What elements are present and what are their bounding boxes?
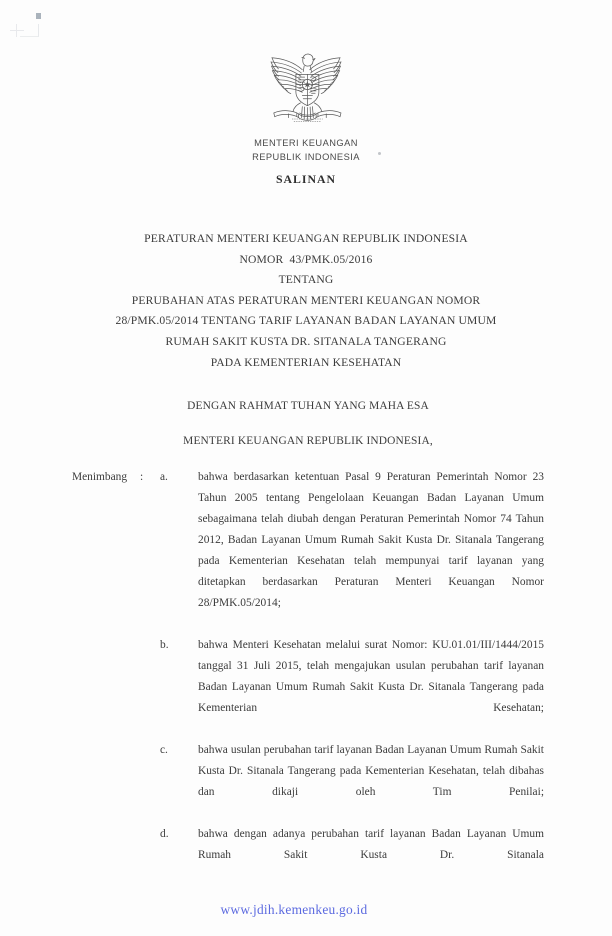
consideration-item-a xyxy=(72,467,544,635)
considerations-label: Menimbang xyxy=(72,471,128,483)
garuda-pancasila-emblem xyxy=(260,44,352,136)
consideration-item-d xyxy=(72,824,544,887)
preamble-block xyxy=(72,396,544,451)
item-text: bahwa berdasarkan ketentuan Pasal 9 Peraturan Pemerintah Nomor 23 Tahun 2005 tentang Pengelolaan Keuangan Badan Layanan Umum sebagaimana telah diubah dengan Peraturan Pemerintah Nomor 74 Tahun 2012, Badan Layanan Umum Rumah Sakit Kusta Dr. Sitanala Tangerang pada Kementerian Kesehatan telah mempunyai tarif layanan yang ditetapkan berdasarkan Peraturan Menteri Keuangan Nomor 28/PMK.05/2014; xyxy=(198,471,544,609)
authority-line: MENTERI KEUANGAN REPUBLIK INDONESIA, xyxy=(183,434,433,447)
title-line: TENTANG xyxy=(278,273,334,287)
ministry-name-line-1: MENTERI KEUANGAN xyxy=(254,138,358,148)
scan-smudge-artifact xyxy=(20,24,39,37)
blessing-line: DENGAN RAHMAT TUHAN YANG MAHA ESA xyxy=(187,400,429,412)
item-letter: c. xyxy=(160,744,168,756)
title-line: 28/PMK.05/2014 TENTANG TARIF LAYANAN BADAN LAYANAN UMUM xyxy=(115,314,497,328)
item-letter: b. xyxy=(160,639,169,651)
scan-speck-artifact xyxy=(36,13,41,19)
footer-url[interactable]: www.jdih.kemenkeu.go.id xyxy=(220,902,368,917)
title-line: PERUBAHAN ATAS PERATURAN MENTERI KEUANGAN NOMOR xyxy=(131,293,481,307)
item-text: bahwa Menteri Kesehatan melalui surat Nomor: KU.01.01/III/1444/2015 tanggal 31 Juli 2015, telah mengajukan usulan perubahan tarif layanan Badan Layanan Umum Rumah Sakit Kusta Dr. Sitanala Tangerang pada Kementerian Kesehatan; xyxy=(198,639,544,714)
regulation-title-block xyxy=(68,229,544,373)
considerations-section xyxy=(72,467,544,887)
item-text: bahwa usulan perubahan tarif layanan Badan Layanan Umum Rumah Sakit Kusta Dr. Sitanala Tangerang pada Kementerian Kesehatan, telah dibahas dan dikaji oleh Tim Penilai; xyxy=(198,744,544,798)
consideration-item-c xyxy=(72,740,544,824)
item-letter: d. xyxy=(160,828,169,840)
considerations-colon: : xyxy=(140,471,144,483)
title-line: PADA KEMENTERIAN KESEHATAN xyxy=(210,355,402,369)
title-line: RUMAH SAKIT KUSTA DR. SITANALA TANGERANG xyxy=(165,334,447,348)
title-line: PERATURAN MENTERI KEUANGAN REPUBLIK INDONESIA xyxy=(144,232,468,245)
letterhead xyxy=(0,44,612,187)
item-text: bahwa dengan adanya perubahan tarif layanan Badan Layanan Umum Rumah Sakit Kusta Dr. Sitanala xyxy=(198,828,544,861)
ministry-name-line-2: REPUBLIK INDONESIA xyxy=(252,151,360,162)
item-letter: a. xyxy=(160,471,168,483)
consideration-item-b xyxy=(72,635,544,740)
copy-mark-salinan: SALINAN xyxy=(275,172,337,186)
regulation-number: NOMOR 43/PMK.05/2016 xyxy=(239,252,373,266)
